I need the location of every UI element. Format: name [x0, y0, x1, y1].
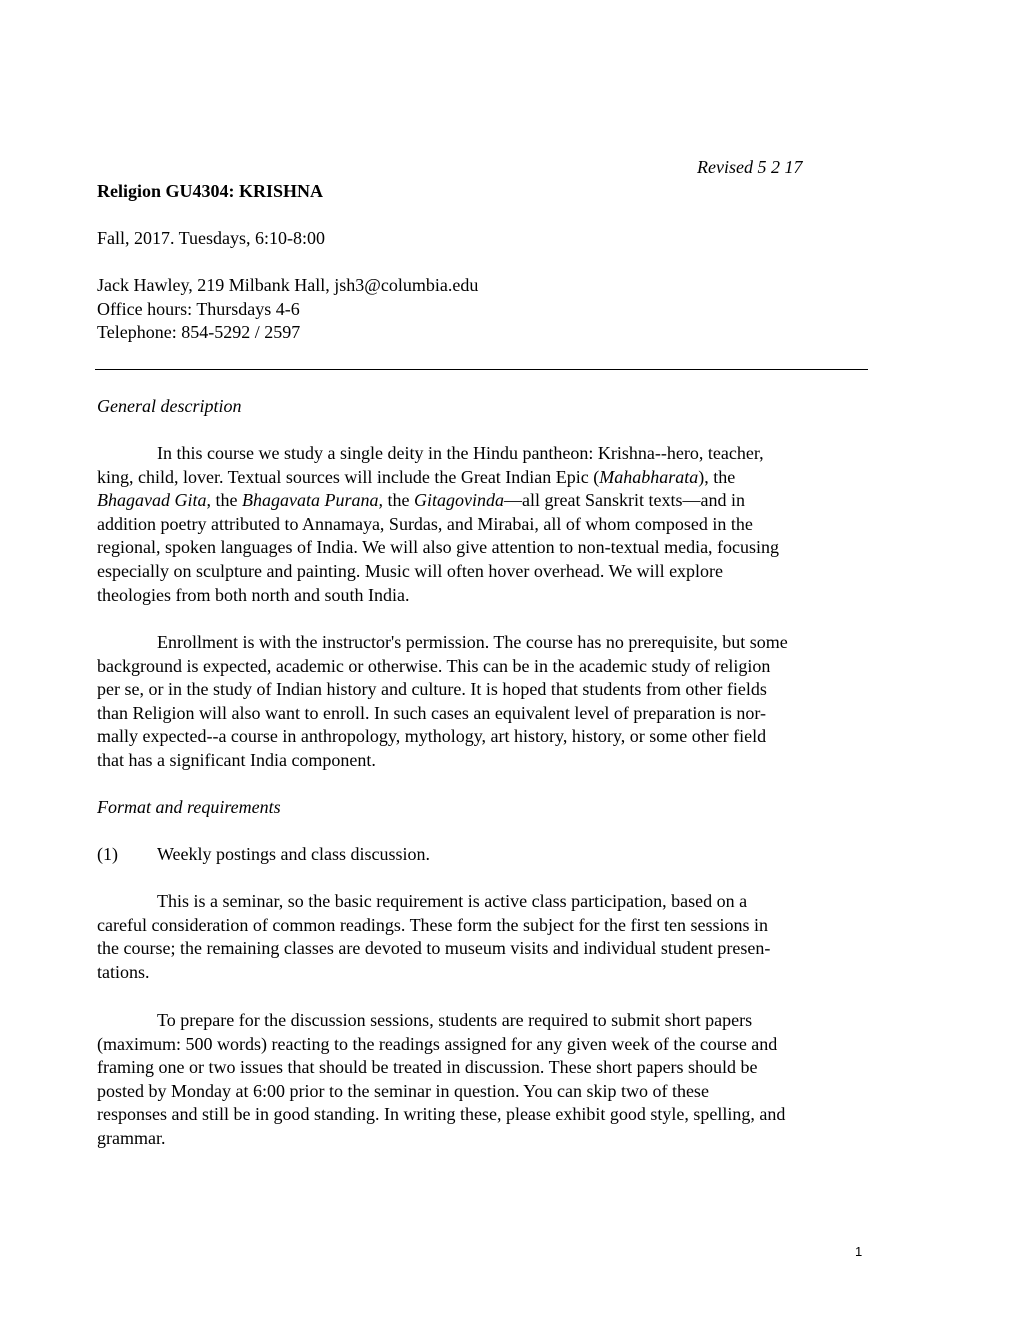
telephone: Telephone: 854-5292 / 2597 [97, 322, 301, 343]
page-number: 1 [855, 1244, 863, 1259]
general-description-paragraph-2: Enrollment is with the instructor's permission. The course has no prerequisite, but some background is expected, academic or otherwise. This can be in the academic study of religion per se, or in the study of Indian history and culture. It is hoped that students from other fields than Religion will also want to enroll. In such cases an equivalent level of preparation is nor- mally expected--a course in anthropology, mythology, art history, history, or some other field that has a significant India component. [97, 632, 788, 770]
revision-date: Revised 5 2 17 [697, 157, 803, 177]
general-description-paragraph-1: In this course we study a single deity in the Hindu pantheon: Krishna--hero, teacher, king, child, lover. Textual sources will include the Great Indian Epic (Mahabharata), the Bhagavad Gita, the Bhagavata Purana, the Gitagovinda—all great Sanskrit texts—and in addition poetry attributed to Annamaya, Surdas, and Mirabai, all of whom composed in the regional, spoken languages of India. We will also give attention to non-textual media, focusing especially on sculpture and painting. Music will often hover overhead. We will explore theologies from both north and south India. [97, 443, 780, 605]
horizontal-rule [95, 369, 868, 370]
course-title: Religion GU4304: KRISHNA [97, 181, 324, 201]
requirement-title: Weekly postings and class discussion. [157, 844, 431, 864]
instructor-contact [97, 274, 867, 345]
general-description-heading: General description [97, 396, 242, 416]
course-schedule: Fall, 2017. Tuesdays, 6:10-8:00 [97, 228, 326, 248]
requirement-1-heading [97, 843, 867, 867]
instructor-line: Jack Hawley, 219 Milbank Hall, jsh3@columbia.edu [97, 275, 479, 295]
requirement-number: (1) [97, 844, 118, 864]
format-requirements-heading: Format and requirements [97, 797, 281, 817]
office-hours: Office hours: Thursdays 4-6 [97, 298, 300, 319]
requirement-1-paragraph-1: This is a seminar, so the basic requirement is active class participation, based on a careful consideration of common readings. These form the subject for the first ten sessions in the course; the remaining classes are devoted to museum visits and individual student presen- tations. [97, 891, 771, 982]
requirement-1-paragraph-2: To prepare for the discussion sessions, students are required to submit short papers (maximum: 500 words) reacting to the readings assigned for any given week of the course and framing one or two issues that should be treated in discussion. These short papers should be posted by Monday at 6:00 prior to the seminar in question. You can skip two of these responses and still be in good standing. In writing these, please exhibit good style, spelling, and grammar. [97, 1010, 786, 1148]
